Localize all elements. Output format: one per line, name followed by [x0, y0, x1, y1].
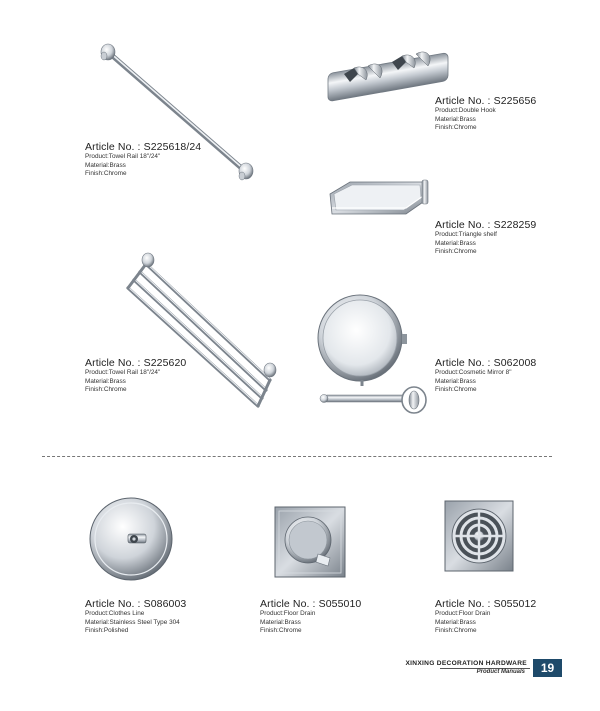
article-line: Article No. : S225618/24 — [85, 141, 202, 153]
footer-company: XINXING DECORATION HARDWARE — [405, 660, 527, 667]
article-line: Article No. : S055010 — [260, 598, 362, 610]
floor-drain-solid-icon — [274, 506, 346, 578]
spec-finish: Finish:Chrome — [435, 386, 477, 394]
article-label: Article No. — [435, 357, 485, 369]
article-number: S062008 — [493, 357, 537, 369]
section-divider — [42, 456, 552, 457]
spec-material: Material:Brass — [85, 377, 126, 385]
spec-material: Material:Brass — [435, 377, 476, 385]
spec-finish: Finish:Chrome — [85, 170, 127, 178]
spec-product: Product:Triangle shelf — [435, 231, 497, 238]
article-number: S086003 — [143, 598, 187, 610]
article-label: Article No. — [435, 219, 485, 231]
triangle-shelf-icon — [328, 178, 432, 218]
spec-finish: Finish:Chrome — [85, 386, 127, 394]
article-line: Article No. : S225620 — [85, 357, 187, 369]
article-line: Article No. : S228259 — [435, 219, 537, 231]
spec-material: Material:Brass — [435, 618, 476, 626]
spec-product: Product:Cosmetic Mirror 8" — [435, 369, 512, 376]
spec-finish: Finish:Polished — [85, 627, 129, 635]
spec-product: Product:Towel Rail 18"/24" — [85, 369, 161, 376]
article-label: Article No. — [85, 598, 135, 610]
footer — [405, 659, 562, 677]
spec-product: Product:Floor Drain — [435, 610, 491, 617]
clothes-line-icon — [88, 496, 174, 582]
product-caption — [260, 598, 430, 636]
article-line: Article No. : S225656 — [435, 95, 537, 107]
spec-finish: Finish:Chrome — [435, 248, 477, 256]
article-number: S055010 — [318, 598, 362, 610]
spec-material: Material:Brass — [435, 239, 476, 247]
article-line: Article No. : S055012 — [435, 598, 537, 610]
cosmetic-mirror-icon — [316, 294, 430, 420]
article-number: S055012 — [493, 598, 537, 610]
product-caption — [435, 219, 600, 257]
product-caption — [435, 357, 600, 395]
spec-finish: Finish:Chrome — [260, 627, 302, 635]
article-label: Article No. — [260, 598, 310, 610]
spec-finish: Finish:Chrome — [435, 124, 477, 132]
product-caption — [435, 95, 600, 133]
spec-product: Product:Towel Rail 18"/24" — [85, 153, 161, 160]
product-caption — [85, 598, 255, 636]
spec-finish: Finish:Chrome — [435, 627, 477, 635]
article-number: S225620 — [143, 357, 187, 369]
floor-drain-grate-icon — [444, 500, 514, 572]
article-number: S225656 — [493, 95, 537, 107]
page-number: 19 — [533, 659, 562, 677]
spec-product: Product:Double Hook — [435, 107, 496, 114]
spec-material: Material:Brass — [85, 161, 126, 169]
article-line: Article No. : S086003 — [85, 598, 187, 610]
article-line: Article No. : S062008 — [435, 357, 537, 369]
article-label: Article No. — [435, 598, 485, 610]
footer-brand — [405, 659, 531, 677]
article-label: Article No. — [435, 95, 485, 107]
footer-subtitle: Product Manuals — [476, 669, 525, 675]
article-label: Article No. — [85, 357, 135, 369]
spec-material: Material:Brass — [435, 115, 476, 123]
spec-product: Product:Floor Drain — [260, 610, 316, 617]
spec-material: Material:Brass — [260, 618, 301, 626]
article-number: S225618/24 — [143, 141, 202, 153]
spec-material: Material:Stainless Steel Type 304 — [85, 618, 180, 626]
article-label: Article No. — [85, 141, 135, 153]
article-number: S228259 — [493, 219, 537, 231]
product-caption — [435, 598, 600, 636]
product-caption — [85, 141, 255, 179]
double-hook-icon — [326, 44, 452, 96]
spec-product: Product:Clothes Line — [85, 610, 145, 617]
product-caption — [85, 357, 255, 395]
